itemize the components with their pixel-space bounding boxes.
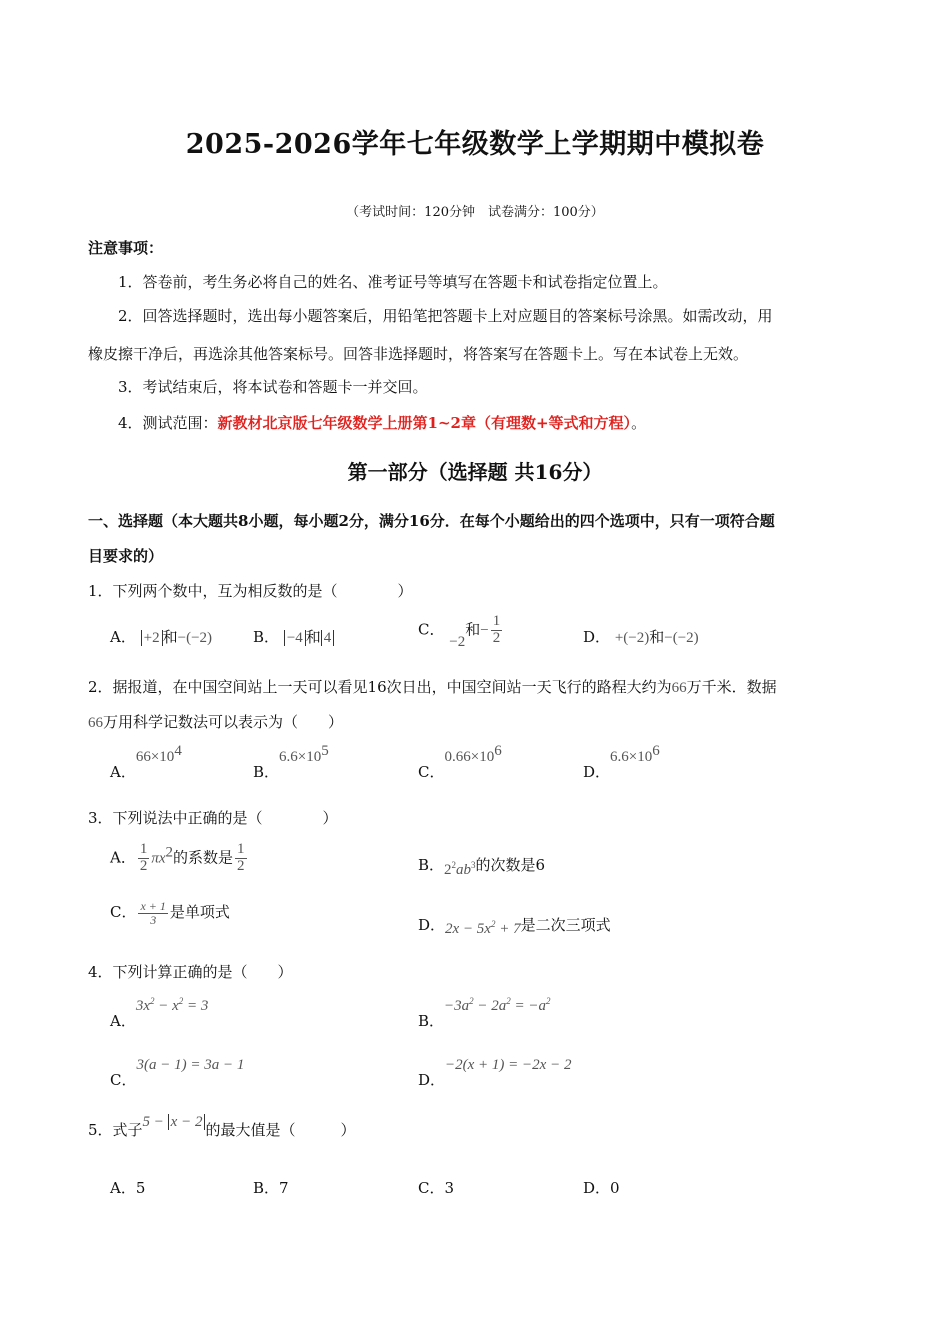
q1-option-b xyxy=(253,626,334,647)
math-number: 66 xyxy=(671,680,687,696)
q3-option-c xyxy=(110,900,230,926)
denominator: 2 xyxy=(237,857,245,874)
expr-part: = −a xyxy=(510,998,547,1014)
q3-option-b xyxy=(418,854,546,878)
q3-c-text: 是单项式 xyxy=(169,903,230,922)
notice-item-3: 3．考试结束后，将本试卷和答题卡一并交回。 xyxy=(118,378,428,396)
notice-item-4-prefix: 4．测试范围： xyxy=(118,414,218,432)
notice-item-2a: 2．回答选择题时，选出每小题答案后，用铅笔把答题卡上对应题目的答案标号涂黑。如需改动，用 xyxy=(118,307,773,325)
denominator: 3 xyxy=(150,912,157,927)
option-label: B． xyxy=(418,856,445,874)
q3-b-text: 的次数是6 xyxy=(475,856,546,874)
option-label: D． xyxy=(583,628,611,646)
section-instructions-2: 目要求的） xyxy=(88,547,164,565)
numerator: 1 xyxy=(492,613,501,629)
math-expr xyxy=(136,998,209,1014)
q2-option-a xyxy=(110,743,182,781)
option-label: A． xyxy=(110,763,136,781)
expr-part: − x xyxy=(154,998,179,1014)
page-title: 2025-2026学年七年级数学上学期期中模拟卷 xyxy=(185,129,765,160)
option-label: C． xyxy=(110,1071,137,1089)
fraction xyxy=(138,842,150,875)
math-expr: +(−2) xyxy=(614,630,650,646)
notice-item-1: 1．答卷前，考生务必将自己的姓名、准考证号等填写在答题卡和试卷指定位置上。 xyxy=(118,273,668,291)
option-label: D． xyxy=(583,763,611,781)
q2-text-3: 万用科学记数法可以表示为（ ） xyxy=(103,713,344,731)
q5-text-2: 的最大值是（ ） xyxy=(205,1121,356,1139)
exponent: 2 xyxy=(469,996,474,1006)
exponent: 4 xyxy=(174,743,182,759)
q3-option-d xyxy=(418,914,611,935)
denominator: 2 xyxy=(492,629,501,646)
expr-part: −3a xyxy=(444,998,470,1014)
exponent: 2 xyxy=(506,996,511,1006)
q4-option-c xyxy=(110,1053,245,1089)
exponent: 2 xyxy=(546,996,551,1006)
option-label: A． xyxy=(110,628,136,646)
math-expr: +2 xyxy=(141,630,163,646)
q4-option-b xyxy=(418,994,551,1030)
q4-stem: 4．下列计算正确的是（ ） xyxy=(88,963,293,981)
math-expr xyxy=(444,862,476,878)
exam-info: （考试时间：120分钟 试卷满分：100分） xyxy=(346,205,604,220)
q2-option-c xyxy=(418,743,502,781)
q2-option-b xyxy=(253,743,329,781)
option-label: D． xyxy=(418,1071,446,1089)
and-text: 和 xyxy=(162,628,178,646)
q2-option-d xyxy=(583,743,660,781)
notice-item-4 xyxy=(118,412,646,433)
fraction xyxy=(235,842,247,875)
notice-item-4-suffix: 。 xyxy=(631,414,647,432)
q5-stem xyxy=(88,1114,356,1140)
expr-part: − 2a xyxy=(473,998,507,1014)
option-label: B． xyxy=(253,628,280,646)
abs-value: x − 2 xyxy=(168,1114,206,1130)
q5-option-b: B．7 xyxy=(253,1179,289,1197)
exponent: 6 xyxy=(652,743,660,759)
math-expr: 6.6×10 xyxy=(610,749,653,765)
variable: x xyxy=(158,850,166,867)
math-number: 66 xyxy=(88,715,103,731)
q3-a-text: 的系数是 xyxy=(173,848,234,867)
option-label: A． xyxy=(110,1012,136,1030)
option-label: C． xyxy=(110,903,137,922)
q4-option-d xyxy=(418,1053,572,1089)
base: 2 xyxy=(444,862,452,878)
option-label: D． xyxy=(418,916,446,934)
and-text: 和 xyxy=(465,620,481,639)
q2-text-1: 2．据报道，在中国空间站上一天可以看见16次日出，中国空间站一天飞行的路程大约为 xyxy=(88,678,672,696)
exponent: 2 xyxy=(165,844,174,861)
math-sign: − xyxy=(480,622,489,639)
expr-part: 5 − xyxy=(142,1114,164,1130)
test-scope: 新教材北京版七年级数学上册第1~2章（有理数+等式和方程） xyxy=(217,414,632,432)
notice-heading: 注意事项： xyxy=(88,239,164,257)
expr-part: 2x − 5x xyxy=(445,921,491,937)
variables: ab xyxy=(456,862,472,878)
exponent: 2 xyxy=(451,860,457,870)
denominator: 2 xyxy=(139,857,148,874)
q5-option-a: A．5 xyxy=(110,1179,146,1197)
q1-stem: 1．下列两个数中，互为相反数的是（ ） xyxy=(88,582,413,600)
math-expr xyxy=(444,998,551,1014)
q3-option-a xyxy=(110,842,249,875)
pi-symbol: π xyxy=(151,850,159,867)
q4-option-a xyxy=(110,994,209,1030)
section-instructions-1: 一、选择题（本大题共8小题，每小题2分，满分16分．在每个小题给出的四个选项中，只有一项符合题 xyxy=(88,512,775,530)
math-expr: 3(a − 1) = 3a − 1 xyxy=(136,1057,245,1073)
q2-stem-line2 xyxy=(88,711,343,732)
q5-option-d: D．0 xyxy=(583,1179,620,1197)
q2-stem-line1 xyxy=(88,676,777,697)
numerator: 1 xyxy=(237,841,245,857)
q3-stem: 3．下列说法中正确的是（ ） xyxy=(88,809,338,827)
q5-option-c: C．3 xyxy=(418,1179,455,1197)
q2-text-2: 万千米．数据 xyxy=(686,678,777,696)
math-expr: −(−2) xyxy=(177,630,213,646)
math-expr: −(−2) xyxy=(664,630,699,646)
numerator: x + 1 xyxy=(140,899,166,913)
q1-option-a xyxy=(110,626,212,647)
expr-part: + 7 xyxy=(495,921,521,937)
math-expr: −2(x + 1) = −2x − 2 xyxy=(445,1057,572,1073)
option-label: A． xyxy=(110,848,136,867)
math-expr: −2 xyxy=(449,634,466,651)
exponent: 3 xyxy=(471,860,476,870)
math-expr: 0.66×10 xyxy=(444,749,495,765)
q1-option-c xyxy=(418,613,504,651)
numerator: 1 xyxy=(139,841,148,857)
expr-part: 3x xyxy=(135,998,151,1014)
option-label: B． xyxy=(253,763,280,781)
q3-d-text: 是二次三项式 xyxy=(520,916,611,934)
fraction xyxy=(491,614,503,647)
option-label: C． xyxy=(418,763,445,781)
q5-text-1: 5．式子 xyxy=(88,1121,143,1139)
notice-item-2b: 橡皮擦干净后，再选涂其他答案标号。回答非选择题时，将答案写在答题卡上。写在本试卷上无效。 xyxy=(88,345,749,363)
exponent: 5 xyxy=(321,743,329,759)
math-expr xyxy=(445,921,521,937)
exponent: 2 xyxy=(150,996,155,1006)
and-text: 和 xyxy=(305,628,321,646)
math-expr xyxy=(143,1114,206,1130)
option-label: B． xyxy=(418,1012,445,1030)
and-text: 和 xyxy=(649,628,665,646)
fraction xyxy=(138,900,167,926)
part1-title: 第一部分（选择题 共16分） xyxy=(347,460,603,484)
exponent: 6 xyxy=(494,743,502,759)
math-expr: 6.6×10 xyxy=(279,749,322,765)
option-label: C． xyxy=(418,620,445,639)
math-expr: 66×10 xyxy=(135,749,175,765)
q1-option-d xyxy=(583,626,699,647)
expr-part: = 3 xyxy=(183,998,209,1014)
exponent: 2 xyxy=(490,919,496,929)
exponent: 2 xyxy=(178,996,184,1006)
math-expr: 4 xyxy=(321,630,335,646)
math-expr: −4 xyxy=(284,630,306,646)
